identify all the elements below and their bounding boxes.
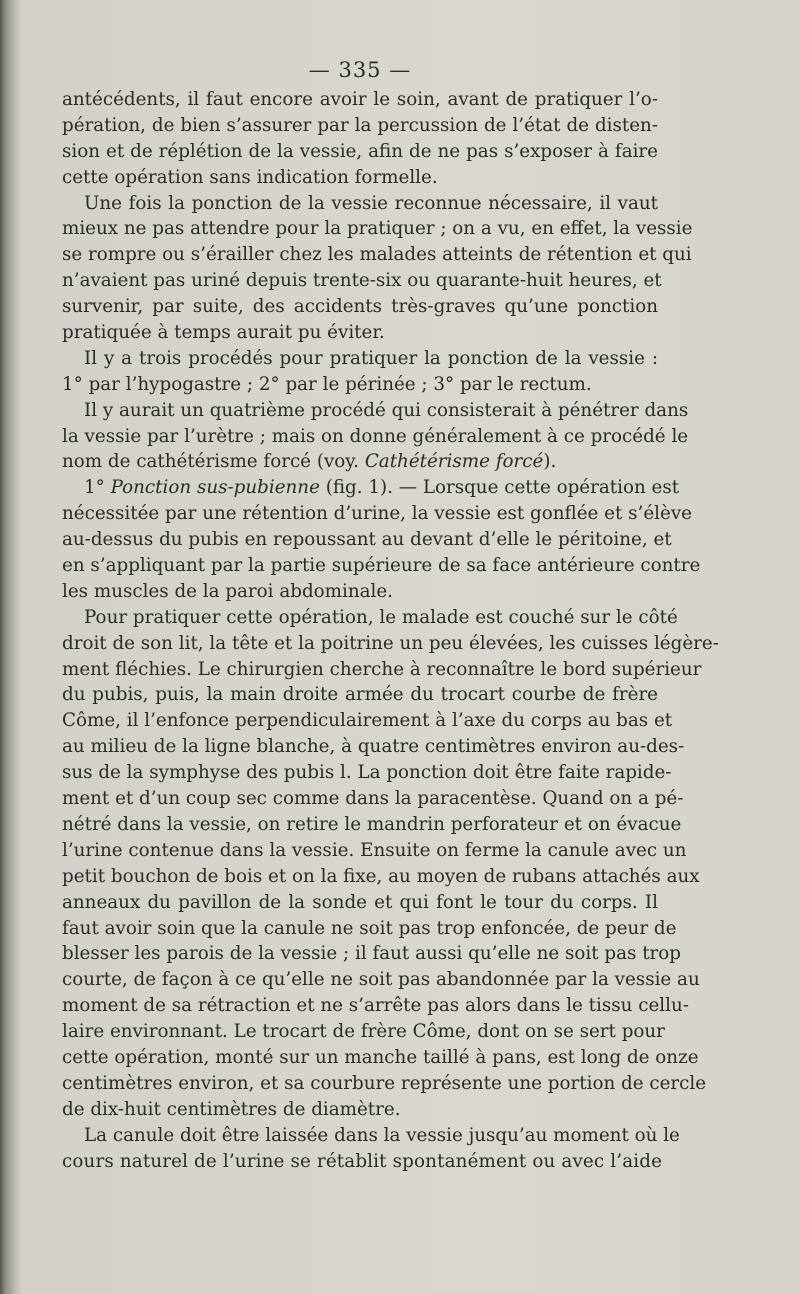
text-run: (fig. 1). — Lorsque cette opération est bbox=[319, 477, 680, 499]
text-line: l’urine contenue dans la vessie. Ensuite on ferme la canule avec un bbox=[62, 839, 687, 861]
text-run: 1° bbox=[84, 477, 111, 499]
text-line: Il y aurait un quatrième procédé qui consisterait à pénétrer dans bbox=[84, 399, 689, 421]
text-line: sus de la symphyse des pubis l. La ponction doit être faite rapide- bbox=[62, 762, 672, 784]
text-line: ment fléchies. Le chirurgien cherche à reconnaître le bord supérieur bbox=[62, 658, 702, 680]
text-line: la vessie par l’urètre ; mais on donne généralement à ce procédé le bbox=[62, 425, 689, 447]
text-line: Une fois la ponction de la vessie reconnue nécessaire, il vaut bbox=[84, 192, 658, 214]
page-spine-shadow bbox=[0, 0, 22, 1294]
text-line: les muscles de la paroi abdominale. bbox=[62, 580, 393, 602]
text-line: Côme, il l’enfonce perpendiculairement à l’axe du corps au bas et bbox=[62, 710, 673, 732]
text-line: cette opération, monté sur un manche taillé à pans, est long de onze bbox=[62, 1046, 699, 1068]
italic-run: Ponction sus-pubienne bbox=[110, 477, 320, 499]
text-line: petit bouchon de bois et on la fixe, au moyen de rubans attachés aux bbox=[62, 865, 700, 887]
text-line: faut avoir soin que la canule ne soit pas trop enfoncée, de peur de bbox=[62, 917, 677, 939]
text-line: du pubis, puis, la main droite armée du trocart courbe de frère bbox=[62, 684, 658, 706]
text-line: Il y a trois procédés pour pratiquer la ponction de la vessie : bbox=[84, 347, 658, 369]
text-line: n’avaient pas uriné depuis trente-six ou quarante-huit heures, et bbox=[62, 270, 662, 292]
text-line: courte, de façon à ce qu’elle ne soit pas abandonnée par la vessie au bbox=[62, 969, 700, 991]
text-line-with-italic bbox=[62, 475, 680, 501]
body-text bbox=[62, 87, 719, 1174]
text-line: La canule doit être laissée dans la vessie jusqu’au moment où le bbox=[84, 1124, 680, 1146]
text-line: de dix-huit centimètres de diamètre. bbox=[62, 1098, 401, 1120]
text-line: blesser les parois de la vessie ; il faut aussi qu’elle ne soit pas trop bbox=[62, 943, 682, 965]
text-line: droit de son lit, la tête et la poitrine un peu élevées, les cuisses légère- bbox=[62, 632, 719, 654]
text-line: ment et d’un coup sec comme dans la paracentèse. Quand on a pé- bbox=[62, 788, 684, 810]
text-line: mieux ne pas attendre pour la pratiquer ; on a vu, en effet, la vessie bbox=[62, 218, 693, 240]
text-line: au milieu de la ligne blanche, à quatre centimètres environ au-des- bbox=[62, 736, 685, 758]
text-line: se rompre ou s’érailler chez les malades atteints de rétention et qui bbox=[62, 244, 692, 266]
text-run: ). bbox=[543, 451, 557, 473]
italic-run: Cathétérisme forcé bbox=[364, 451, 544, 473]
page-number: — 335 — bbox=[308, 58, 412, 82]
text-line-with-italic bbox=[62, 449, 658, 475]
text-line: en s’appliquant par la partie supérieure de sa face antérieure contre bbox=[62, 555, 701, 577]
text-line: antécédents, il faut encore avoir le soin, avant de pratiquer l’o- bbox=[62, 89, 658, 110]
text-line: cours naturel de l’urine se rétablit spontanément ou avec l’aide bbox=[62, 1150, 663, 1172]
text-line: nécessitée par une rétention d’urine, la vessie est gonflée et s’élève bbox=[62, 503, 692, 525]
text-line: pratiquée à temps aurait pu éviter. bbox=[62, 322, 385, 344]
text-line: cette opération sans indication formelle. bbox=[62, 166, 438, 188]
text-line: Pour pratiquer cette opération, le malade est couché sur le côté bbox=[84, 606, 678, 628]
text-line: pération, de bien s’assurer par la percussion de l’état de disten- bbox=[62, 114, 658, 136]
text-line: survenir, par suite, des accidents très-graves qu’une ponction bbox=[62, 296, 658, 318]
text-line: laire environnant. Le trocart de frère Côme, dont on se sert pour bbox=[62, 1021, 665, 1043]
text-line: 1° par l’hypogastre ; 2° par le périnée ; 3° par le rectum. bbox=[62, 373, 592, 395]
text-line: anneaux du pavillon de la sonde et qui font le tour du corps. Il bbox=[62, 891, 658, 913]
text-line: nétré dans la vessie, on retire le mandrin perforateur et on évacue bbox=[62, 813, 682, 835]
text-line: sion et de réplétion de la vessie, afin de ne pas s’exposer à faire bbox=[62, 140, 658, 162]
text-line: moment de sa rétraction et ne s’arrête pas alors dans le tissu cellu- bbox=[62, 995, 689, 1017]
text-line: centimètres environ, et sa courbure représente une portion de cercle bbox=[62, 1072, 707, 1094]
text-run: nom de cathétérisme forcé (voy. bbox=[62, 451, 365, 473]
text-line: au-dessus du pubis en repoussant au devant d’elle le péritoine, et bbox=[62, 529, 672, 551]
